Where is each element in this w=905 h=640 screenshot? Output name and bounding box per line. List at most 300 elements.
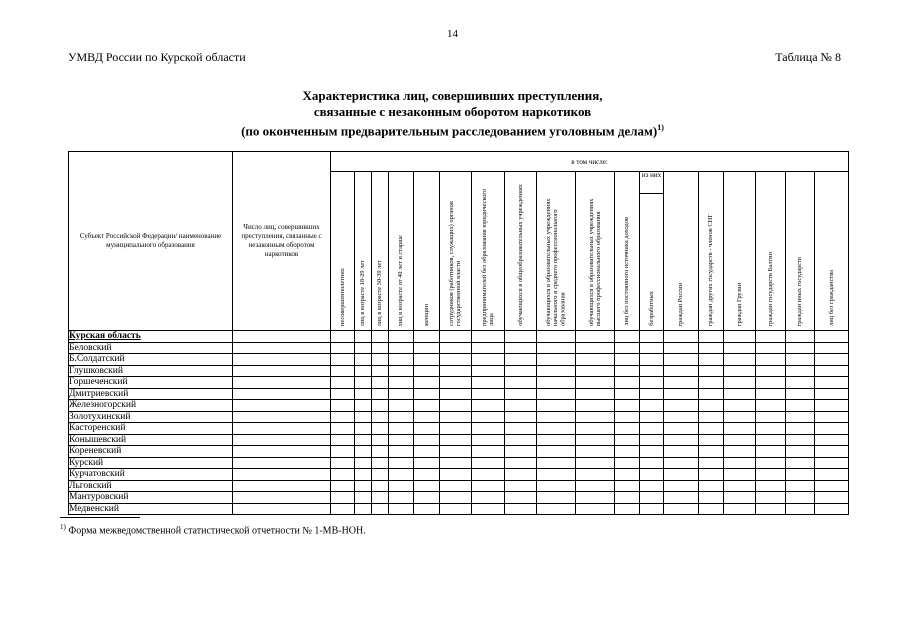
row-value-cell bbox=[724, 492, 756, 504]
table-row bbox=[69, 480, 849, 492]
row-value-cell bbox=[786, 503, 815, 515]
table-row bbox=[69, 388, 849, 400]
row-value-cell bbox=[815, 331, 849, 343]
row-value-cell bbox=[786, 457, 815, 469]
row-value-cell bbox=[414, 354, 440, 366]
row-value-cell bbox=[576, 400, 615, 412]
row-value-cell bbox=[389, 492, 414, 504]
row-value-cell bbox=[815, 354, 849, 366]
row-value-cell bbox=[576, 331, 615, 343]
row-value-cell bbox=[756, 342, 786, 354]
row-value-cell bbox=[615, 342, 640, 354]
header-col-1-label: несовершеннолетних bbox=[338, 267, 346, 326]
row-value-cell bbox=[756, 365, 786, 377]
row-region-name: Курский bbox=[69, 457, 233, 469]
row-region-name: Горшеченский bbox=[69, 377, 233, 389]
row-value-cell bbox=[615, 377, 640, 389]
row-value-cell bbox=[372, 503, 389, 515]
row-value-cell bbox=[355, 411, 372, 423]
row-value-cell bbox=[505, 400, 537, 412]
row-value-cell bbox=[372, 377, 389, 389]
row-value-cell bbox=[472, 457, 505, 469]
header-col-11-label: лиц без постоянного источника доходов bbox=[623, 217, 631, 326]
row-value-cell bbox=[233, 388, 331, 400]
row-value-cell bbox=[355, 388, 372, 400]
table-body bbox=[69, 331, 849, 515]
row-value-cell bbox=[472, 388, 505, 400]
row-value-cell bbox=[576, 423, 615, 435]
row-value-cell bbox=[331, 342, 355, 354]
header-col-6-label: сотрудников (работников, служащих) органов государственной власти bbox=[448, 201, 463, 326]
row-value-cell bbox=[699, 469, 724, 481]
row-value-cell bbox=[389, 331, 414, 343]
row-value-cell bbox=[389, 423, 414, 435]
row-value-cell bbox=[440, 342, 472, 354]
row-value-cell bbox=[699, 331, 724, 343]
header-of-them bbox=[640, 172, 664, 194]
title-line-3-text: (по оконченным предварительным расследованием уголовным делам) bbox=[241, 123, 658, 139]
header-col-15 bbox=[724, 172, 756, 331]
row-value-cell bbox=[233, 411, 331, 423]
row-value-cell bbox=[537, 492, 576, 504]
row-value-cell bbox=[233, 492, 331, 504]
row-value-cell bbox=[355, 480, 372, 492]
row-value-cell bbox=[440, 434, 472, 446]
row-value-cell bbox=[505, 342, 537, 354]
row-value-cell bbox=[756, 492, 786, 504]
header-col-10-label: обучающихся в образовательных учреждениях высшего профессионального образования bbox=[587, 198, 602, 326]
row-value-cell bbox=[389, 400, 414, 412]
header-col-4-label: лиц в возрасте от 40 лет и старше bbox=[397, 234, 405, 326]
row-value-cell bbox=[372, 365, 389, 377]
row-value-cell bbox=[664, 388, 699, 400]
row-value-cell bbox=[786, 354, 815, 366]
row-value-cell bbox=[756, 503, 786, 515]
row-value-cell bbox=[815, 377, 849, 389]
row-value-cell bbox=[505, 457, 537, 469]
row-value-cell bbox=[699, 434, 724, 446]
row-value-cell bbox=[537, 365, 576, 377]
row-value-cell bbox=[440, 503, 472, 515]
header-col-6 bbox=[440, 172, 472, 331]
row-value-cell bbox=[372, 423, 389, 435]
row-value-cell bbox=[505, 503, 537, 515]
row-value-cell bbox=[414, 377, 440, 389]
row-value-cell bbox=[505, 492, 537, 504]
row-value-cell bbox=[815, 400, 849, 412]
table-row bbox=[69, 446, 849, 458]
row-value-cell bbox=[414, 411, 440, 423]
row-value-cell bbox=[699, 411, 724, 423]
row-value-cell bbox=[815, 457, 849, 469]
header-col-9-label: обучающихся в образовательных учреждениях начального и среднего профессионального образования bbox=[545, 198, 567, 326]
row-value-cell bbox=[640, 400, 664, 412]
row-value-cell bbox=[233, 423, 331, 435]
row-region-name: Железногорский bbox=[69, 400, 233, 412]
row-value-cell bbox=[576, 503, 615, 515]
header-of-them-label: из них bbox=[641, 171, 662, 179]
row-value-cell bbox=[505, 331, 537, 343]
row-value-cell bbox=[815, 446, 849, 458]
row-region-name: Конышевский bbox=[69, 434, 233, 446]
row-value-cell bbox=[699, 446, 724, 458]
row-value-cell bbox=[640, 354, 664, 366]
row-value-cell bbox=[331, 434, 355, 446]
row-value-cell bbox=[640, 411, 664, 423]
statistics-table bbox=[68, 151, 849, 515]
row-value-cell bbox=[537, 480, 576, 492]
row-value-cell bbox=[664, 354, 699, 366]
header-col-7-label: предпринимателей без образования юридического лица bbox=[480, 188, 495, 326]
row-value-cell bbox=[724, 400, 756, 412]
row-value-cell bbox=[472, 411, 505, 423]
header-col-5 bbox=[414, 172, 440, 331]
row-value-cell bbox=[664, 423, 699, 435]
row-value-cell bbox=[389, 434, 414, 446]
row-value-cell bbox=[537, 388, 576, 400]
header-col-3-label: лиц в возрасте 30-39 лет bbox=[376, 259, 384, 326]
row-value-cell bbox=[440, 354, 472, 366]
row-value-cell bbox=[756, 411, 786, 423]
row-value-cell bbox=[664, 434, 699, 446]
row-value-cell bbox=[815, 423, 849, 435]
table-row bbox=[69, 469, 849, 481]
header-col-11 bbox=[615, 172, 640, 331]
row-value-cell bbox=[615, 331, 640, 343]
row-value-cell bbox=[372, 480, 389, 492]
row-value-cell bbox=[786, 342, 815, 354]
row-region-name: Беловский bbox=[69, 342, 233, 354]
row-value-cell bbox=[786, 365, 815, 377]
row-value-cell bbox=[233, 377, 331, 389]
row-value-cell bbox=[472, 400, 505, 412]
row-value-cell bbox=[615, 480, 640, 492]
row-value-cell bbox=[615, 457, 640, 469]
row-value-cell bbox=[640, 365, 664, 377]
row-value-cell bbox=[472, 423, 505, 435]
row-value-cell bbox=[699, 354, 724, 366]
row-value-cell bbox=[233, 342, 331, 354]
row-value-cell bbox=[414, 365, 440, 377]
row-value-cell bbox=[537, 342, 576, 354]
header-col-2 bbox=[355, 172, 372, 331]
row-value-cell bbox=[576, 480, 615, 492]
row-value-cell bbox=[372, 411, 389, 423]
row-value-cell bbox=[389, 446, 414, 458]
header-col-16-label: граждан государств Балтии bbox=[766, 251, 774, 326]
row-value-cell bbox=[233, 503, 331, 515]
row-value-cell bbox=[815, 503, 849, 515]
row-value-cell bbox=[786, 434, 815, 446]
header-col-14 bbox=[699, 172, 724, 331]
row-value-cell bbox=[233, 434, 331, 446]
row-value-cell bbox=[389, 411, 414, 423]
row-value-cell bbox=[640, 469, 664, 481]
row-value-cell bbox=[233, 446, 331, 458]
row-value-cell bbox=[815, 492, 849, 504]
header-offender-count: Число лиц, совершивших преступления, связанные с незаконным оборотом наркотиков bbox=[233, 152, 331, 331]
row-value-cell bbox=[756, 469, 786, 481]
row-value-cell bbox=[537, 400, 576, 412]
footnote-divider bbox=[60, 517, 140, 518]
row-value-cell bbox=[440, 400, 472, 412]
row-value-cell bbox=[440, 480, 472, 492]
row-value-cell bbox=[372, 434, 389, 446]
row-value-cell bbox=[537, 377, 576, 389]
row-value-cell bbox=[414, 492, 440, 504]
row-value-cell bbox=[440, 331, 472, 343]
table-row bbox=[69, 492, 849, 504]
row-value-cell bbox=[355, 342, 372, 354]
title-line-1: Характеристика лиц, совершивших преступления, bbox=[302, 88, 603, 103]
row-value-cell bbox=[389, 469, 414, 481]
row-value-cell bbox=[786, 492, 815, 504]
row-value-cell bbox=[756, 446, 786, 458]
row-value-cell bbox=[355, 400, 372, 412]
header-col-17-label: граждан иных государств bbox=[796, 256, 804, 326]
row-value-cell bbox=[440, 446, 472, 458]
header-col-14-label: граждан других государств - членов СНГ bbox=[707, 213, 715, 326]
header-col-7 bbox=[472, 172, 505, 331]
header-col-13 bbox=[664, 172, 699, 331]
row-value-cell bbox=[537, 446, 576, 458]
table-row bbox=[69, 377, 849, 389]
row-value-cell bbox=[664, 331, 699, 343]
row-value-cell bbox=[786, 400, 815, 412]
row-value-cell bbox=[615, 492, 640, 504]
row-value-cell bbox=[505, 446, 537, 458]
footnote bbox=[60, 523, 366, 536]
row-value-cell bbox=[331, 388, 355, 400]
row-value-cell bbox=[786, 423, 815, 435]
row-value-cell bbox=[615, 469, 640, 481]
row-value-cell bbox=[331, 480, 355, 492]
row-value-cell bbox=[615, 423, 640, 435]
row-value-cell bbox=[331, 400, 355, 412]
row-value-cell bbox=[355, 331, 372, 343]
row-value-cell bbox=[576, 469, 615, 481]
row-value-cell bbox=[664, 446, 699, 458]
row-value-cell bbox=[372, 469, 389, 481]
row-value-cell bbox=[786, 411, 815, 423]
row-value-cell bbox=[576, 411, 615, 423]
row-value-cell bbox=[756, 400, 786, 412]
row-value-cell bbox=[537, 434, 576, 446]
row-value-cell bbox=[233, 457, 331, 469]
row-value-cell bbox=[699, 388, 724, 400]
row-value-cell bbox=[414, 457, 440, 469]
header-col-9 bbox=[537, 172, 576, 331]
row-value-cell bbox=[815, 365, 849, 377]
row-value-cell bbox=[440, 365, 472, 377]
row-value-cell bbox=[331, 377, 355, 389]
row-region-name: Касторенский bbox=[69, 423, 233, 435]
row-value-cell bbox=[505, 365, 537, 377]
row-value-cell bbox=[699, 377, 724, 389]
row-value-cell bbox=[372, 446, 389, 458]
row-value-cell bbox=[472, 469, 505, 481]
table-number: Таблица № 8 bbox=[775, 50, 841, 64]
row-value-cell bbox=[640, 377, 664, 389]
row-value-cell bbox=[640, 503, 664, 515]
row-value-cell bbox=[414, 503, 440, 515]
row-value-cell bbox=[355, 503, 372, 515]
footnote-text: Форма межведомственной статистической отчетности № 1-МВ-НОН. bbox=[65, 525, 366, 537]
row-value-cell bbox=[440, 388, 472, 400]
row-value-cell bbox=[472, 446, 505, 458]
row-value-cell bbox=[472, 377, 505, 389]
title-footnote-mark: 1) bbox=[657, 123, 664, 132]
row-value-cell bbox=[640, 342, 664, 354]
table-row bbox=[69, 342, 849, 354]
row-value-cell bbox=[724, 446, 756, 458]
row-value-cell bbox=[724, 354, 756, 366]
row-value-cell bbox=[640, 434, 664, 446]
row-value-cell bbox=[756, 457, 786, 469]
row-value-cell bbox=[615, 388, 640, 400]
row-value-cell bbox=[472, 492, 505, 504]
row-value-cell bbox=[724, 377, 756, 389]
table-row bbox=[69, 503, 849, 515]
row-value-cell bbox=[756, 480, 786, 492]
row-value-cell bbox=[505, 434, 537, 446]
row-value-cell bbox=[331, 354, 355, 366]
row-value-cell bbox=[372, 331, 389, 343]
row-value-cell bbox=[664, 480, 699, 492]
row-value-cell bbox=[537, 331, 576, 343]
row-value-cell bbox=[664, 377, 699, 389]
row-value-cell bbox=[331, 365, 355, 377]
row-value-cell bbox=[372, 354, 389, 366]
header-col-16 bbox=[756, 172, 786, 331]
row-value-cell bbox=[372, 492, 389, 504]
row-value-cell bbox=[331, 503, 355, 515]
row-value-cell bbox=[724, 331, 756, 343]
row-value-cell bbox=[233, 480, 331, 492]
row-region-name: Дмитриевский bbox=[69, 388, 233, 400]
row-value-cell bbox=[355, 469, 372, 481]
row-value-cell bbox=[724, 342, 756, 354]
row-value-cell bbox=[724, 411, 756, 423]
row-value-cell bbox=[815, 434, 849, 446]
row-value-cell bbox=[440, 469, 472, 481]
row-value-cell bbox=[640, 423, 664, 435]
row-value-cell bbox=[640, 446, 664, 458]
row-value-cell bbox=[699, 423, 724, 435]
header-col-10 bbox=[576, 172, 615, 331]
row-value-cell bbox=[576, 342, 615, 354]
row-region-name: Глушковский bbox=[69, 365, 233, 377]
row-value-cell bbox=[372, 342, 389, 354]
row-value-cell bbox=[233, 354, 331, 366]
row-value-cell bbox=[537, 457, 576, 469]
row-value-cell bbox=[472, 503, 505, 515]
header-col-5-label: женщин bbox=[422, 303, 430, 326]
footnote-mark: 1) bbox=[60, 523, 66, 531]
row-value-cell bbox=[756, 434, 786, 446]
table-row bbox=[69, 423, 849, 435]
row-value-cell bbox=[355, 434, 372, 446]
header-including: в том числе: bbox=[331, 152, 849, 172]
row-value-cell bbox=[724, 388, 756, 400]
table-row bbox=[69, 457, 849, 469]
header-col-17 bbox=[786, 172, 815, 331]
row-value-cell bbox=[472, 354, 505, 366]
row-value-cell bbox=[355, 446, 372, 458]
row-value-cell bbox=[389, 342, 414, 354]
row-value-cell bbox=[505, 388, 537, 400]
row-value-cell bbox=[414, 388, 440, 400]
row-value-cell bbox=[576, 434, 615, 446]
row-value-cell bbox=[576, 365, 615, 377]
row-value-cell bbox=[505, 411, 537, 423]
row-region-name: Курчатовский bbox=[69, 469, 233, 481]
row-value-cell bbox=[724, 423, 756, 435]
row-value-cell bbox=[355, 492, 372, 504]
row-value-cell bbox=[505, 354, 537, 366]
row-value-cell bbox=[537, 503, 576, 515]
row-value-cell bbox=[372, 457, 389, 469]
row-value-cell bbox=[724, 480, 756, 492]
row-value-cell bbox=[664, 503, 699, 515]
row-value-cell bbox=[389, 480, 414, 492]
table-row bbox=[69, 365, 849, 377]
row-value-cell bbox=[440, 423, 472, 435]
row-value-cell bbox=[537, 354, 576, 366]
header-col-18-label: лиц без гражданства bbox=[827, 270, 835, 326]
row-value-cell bbox=[615, 503, 640, 515]
row-value-cell bbox=[576, 377, 615, 389]
row-value-cell bbox=[505, 423, 537, 435]
header-subject: Субъект Российской Федерации/ наименование муниципального образования bbox=[69, 152, 233, 331]
row-value-cell bbox=[756, 331, 786, 343]
row-value-cell bbox=[414, 480, 440, 492]
header-col-8-label: обучающихся в общеобразовательных учреждениях bbox=[516, 184, 524, 326]
row-value-cell bbox=[505, 377, 537, 389]
row-value-cell bbox=[615, 365, 640, 377]
row-value-cell bbox=[389, 365, 414, 377]
row-value-cell bbox=[576, 446, 615, 458]
row-value-cell bbox=[414, 423, 440, 435]
row-value-cell bbox=[640, 492, 664, 504]
header-col-8 bbox=[505, 172, 537, 331]
row-value-cell bbox=[699, 492, 724, 504]
row-value-cell bbox=[414, 331, 440, 343]
table-title bbox=[0, 88, 905, 139]
row-value-cell bbox=[372, 388, 389, 400]
row-value-cell bbox=[576, 457, 615, 469]
row-value-cell bbox=[355, 365, 372, 377]
row-value-cell bbox=[786, 388, 815, 400]
row-value-cell bbox=[440, 492, 472, 504]
row-value-cell bbox=[355, 354, 372, 366]
row-value-cell bbox=[355, 423, 372, 435]
row-value-cell bbox=[331, 446, 355, 458]
row-value-cell bbox=[664, 457, 699, 469]
row-value-cell bbox=[615, 434, 640, 446]
header-col-12-label: безработных bbox=[647, 291, 655, 326]
row-value-cell bbox=[414, 400, 440, 412]
row-value-cell bbox=[699, 480, 724, 492]
row-value-cell bbox=[664, 400, 699, 412]
row-value-cell bbox=[505, 469, 537, 481]
row-region-name: Мантуровский bbox=[69, 492, 233, 504]
title-line-2: связанные с незаконным оборотом наркотиков bbox=[313, 104, 592, 119]
header-col-12 bbox=[640, 194, 664, 331]
row-value-cell bbox=[699, 365, 724, 377]
row-value-cell bbox=[615, 354, 640, 366]
table-row bbox=[69, 400, 849, 412]
